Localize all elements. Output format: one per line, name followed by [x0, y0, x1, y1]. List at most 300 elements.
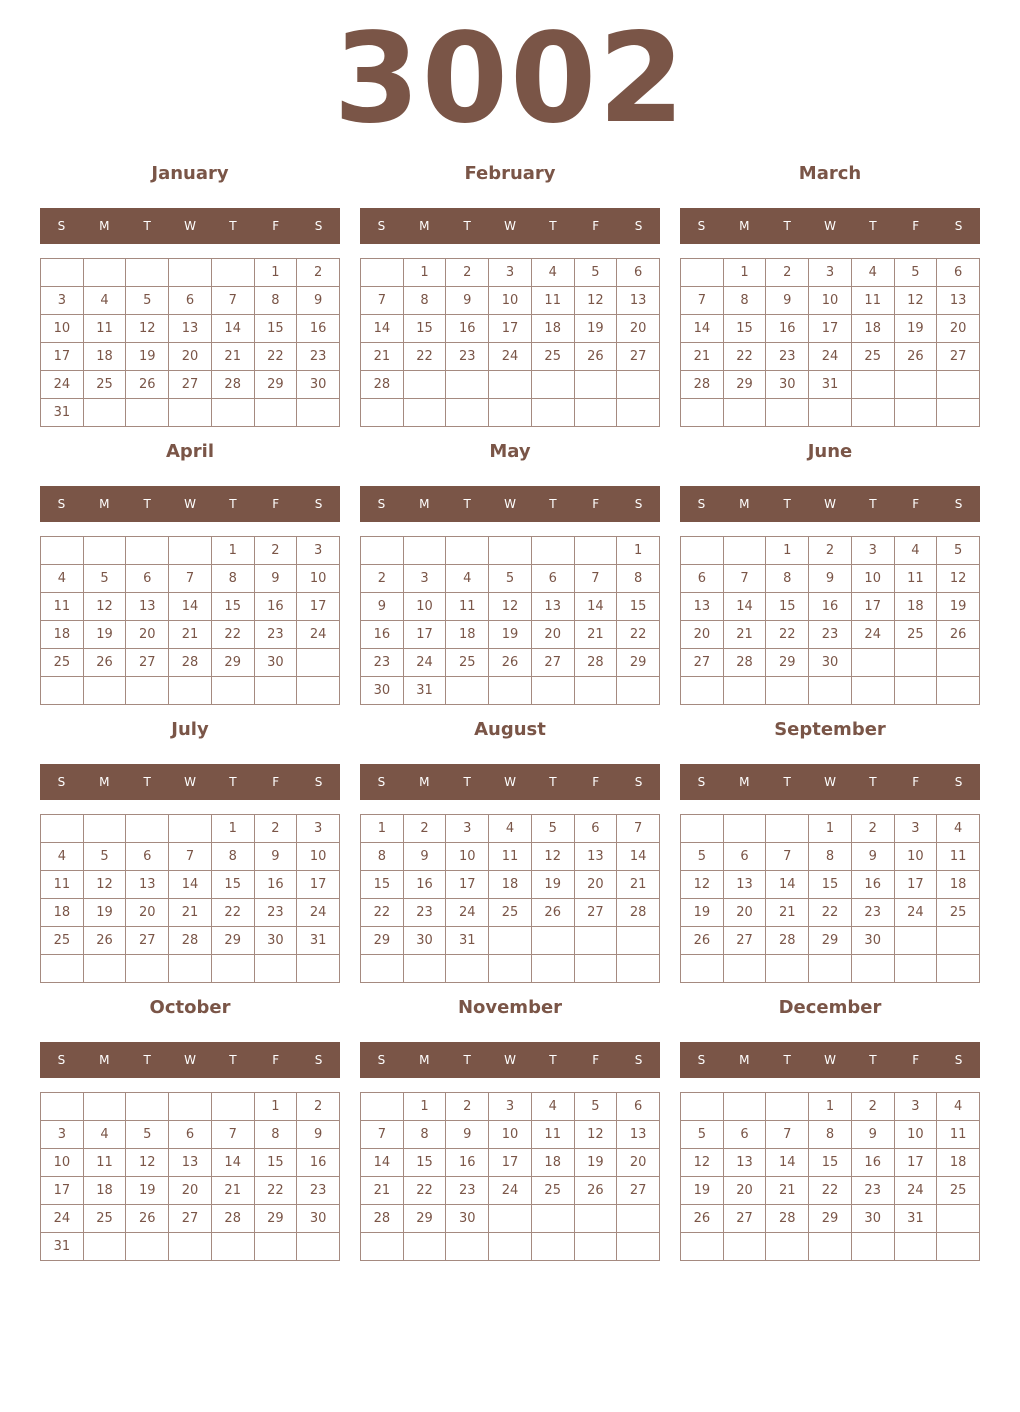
day-cell: 21: [169, 621, 212, 649]
day-cell: 21: [681, 343, 724, 371]
day-cell: 7: [212, 1121, 255, 1149]
day-cell: 14: [212, 1149, 255, 1177]
day-cell: 15: [361, 871, 404, 899]
day-cell: [169, 815, 212, 843]
day-cell: 23: [255, 621, 298, 649]
day-cell: 29: [809, 1205, 852, 1233]
day-cell: 14: [575, 593, 618, 621]
day-cell: 6: [126, 843, 169, 871]
day-cell: [169, 1233, 212, 1261]
day-cell: 17: [297, 871, 340, 899]
weekday-label: M: [419, 497, 430, 511]
day-cell: 11: [937, 843, 980, 871]
day-cell: 8: [255, 287, 298, 315]
day-cell: 2: [255, 537, 298, 565]
day-cell: 13: [575, 843, 618, 871]
day-grid: [680, 814, 980, 983]
day-cell: 18: [84, 343, 127, 371]
weekday-header: [40, 1042, 340, 1078]
day-cell: 13: [617, 287, 660, 315]
day-cell: 5: [575, 1093, 618, 1121]
day-cell: [937, 399, 980, 427]
day-cell: [724, 677, 767, 705]
weekday-label: S: [314, 775, 323, 789]
day-cell: [169, 955, 212, 983]
day-cell: 11: [937, 1121, 980, 1149]
day-cell: [575, 955, 618, 983]
weekday-label: S: [314, 497, 323, 511]
day-cell: 4: [446, 565, 489, 593]
day-cell: 21: [361, 343, 404, 371]
day-cell: 27: [617, 1177, 660, 1205]
day-cell: [212, 399, 255, 427]
day-cell: 14: [361, 1149, 404, 1177]
day-cell: [809, 955, 852, 983]
day-cell: 29: [255, 371, 298, 399]
day-cell: [809, 1233, 852, 1261]
day-cell: 29: [617, 649, 660, 677]
day-cell: 4: [937, 1093, 980, 1121]
day-cell: 22: [809, 899, 852, 927]
day-cell: [895, 927, 938, 955]
day-cell: [937, 1233, 980, 1261]
day-cell: 14: [361, 315, 404, 343]
day-cell: 3: [489, 259, 532, 287]
weekday-label: T: [463, 497, 471, 511]
day-cell: 26: [84, 927, 127, 955]
day-cell: 4: [41, 843, 84, 871]
day-cell: 20: [724, 899, 767, 927]
weekday-label: S: [314, 1053, 323, 1067]
weekday-label: W: [504, 775, 516, 789]
weekday-label: S: [954, 1053, 963, 1067]
weekday-label: M: [419, 1053, 430, 1067]
day-cell: 3: [297, 537, 340, 565]
weekday-label: T: [869, 497, 877, 511]
day-cell: [575, 537, 618, 565]
weekday-label: F: [592, 775, 600, 789]
day-cell: 17: [489, 315, 532, 343]
day-cell: 25: [41, 927, 84, 955]
day-cell: 22: [404, 343, 447, 371]
day-cell: 31: [809, 371, 852, 399]
weekday-label: S: [377, 775, 386, 789]
day-cell: 10: [446, 843, 489, 871]
day-cell: [617, 955, 660, 983]
day-cell: 27: [724, 927, 767, 955]
day-cell: 25: [937, 899, 980, 927]
day-cell: 27: [681, 649, 724, 677]
day-cell: 25: [937, 1177, 980, 1205]
month-october: [40, 990, 340, 1262]
day-cell: 23: [766, 343, 809, 371]
day-cell: 24: [297, 621, 340, 649]
weekday-label: F: [592, 1053, 600, 1067]
day-cell: [532, 537, 575, 565]
day-cell: 1: [212, 815, 255, 843]
day-cell: [766, 815, 809, 843]
day-cell: 10: [404, 593, 447, 621]
day-cell: [255, 955, 298, 983]
day-cell: [852, 399, 895, 427]
day-cell: 28: [766, 1205, 809, 1233]
day-cell: 22: [361, 899, 404, 927]
day-cell: 11: [895, 565, 938, 593]
day-cell: 6: [575, 815, 618, 843]
day-cell: 4: [852, 259, 895, 287]
day-cell: [297, 649, 340, 677]
day-cell: 30: [852, 1205, 895, 1233]
day-cell: 20: [575, 871, 618, 899]
day-cell: 13: [937, 287, 980, 315]
day-cell: [212, 955, 255, 983]
day-cell: 21: [212, 1177, 255, 1205]
day-cell: 18: [937, 871, 980, 899]
day-cell: 10: [895, 843, 938, 871]
day-cell: 11: [446, 593, 489, 621]
day-cell: [532, 677, 575, 705]
day-cell: 8: [809, 1121, 852, 1149]
day-cell: 7: [169, 843, 212, 871]
day-cell: 15: [617, 593, 660, 621]
day-cell: 29: [361, 927, 404, 955]
day-cell: 20: [937, 315, 980, 343]
day-cell: 6: [169, 1121, 212, 1149]
day-cell: 22: [809, 1177, 852, 1205]
day-cell: 6: [532, 565, 575, 593]
day-cell: 4: [937, 815, 980, 843]
day-cell: 11: [41, 871, 84, 899]
day-cell: [724, 537, 767, 565]
day-cell: 16: [852, 1149, 895, 1177]
day-cell: [575, 677, 618, 705]
day-cell: 17: [809, 315, 852, 343]
weekday-label: T: [869, 219, 877, 233]
day-cell: [766, 955, 809, 983]
weekday-label: S: [634, 497, 643, 511]
day-cell: [617, 677, 660, 705]
day-cell: 22: [724, 343, 767, 371]
weekday-label: S: [954, 219, 963, 233]
day-cell: 6: [724, 843, 767, 871]
weekday-label: F: [272, 219, 280, 233]
day-cell: [724, 815, 767, 843]
weekday-label: S: [57, 497, 66, 511]
day-cell: [532, 399, 575, 427]
day-cell: 15: [809, 871, 852, 899]
day-cell: [532, 927, 575, 955]
weekday-label: T: [229, 219, 237, 233]
day-cell: 12: [681, 871, 724, 899]
day-cell: 21: [169, 899, 212, 927]
day-cell: 20: [169, 1177, 212, 1205]
day-cell: 9: [852, 843, 895, 871]
day-cell: 18: [489, 871, 532, 899]
day-cell: 28: [681, 371, 724, 399]
day-cell: 7: [169, 565, 212, 593]
day-cell: 7: [361, 287, 404, 315]
day-cell: [41, 537, 84, 565]
day-cell: 13: [724, 1149, 767, 1177]
day-cell: 16: [361, 621, 404, 649]
weekday-label: W: [184, 775, 196, 789]
day-cell: [446, 399, 489, 427]
weekday-label: S: [57, 1053, 66, 1067]
day-cell: [255, 399, 298, 427]
weekday-label: F: [272, 497, 280, 511]
month-name: July: [171, 719, 209, 740]
day-cell: 25: [84, 1205, 127, 1233]
day-cell: 19: [84, 621, 127, 649]
day-cell: 19: [126, 1177, 169, 1205]
month-name: August: [474, 719, 546, 740]
day-cell: 2: [361, 565, 404, 593]
weekday-label: M: [739, 1053, 750, 1067]
day-cell: [489, 1205, 532, 1233]
weekday-label: S: [697, 1053, 706, 1067]
day-cell: [852, 371, 895, 399]
day-cell: 8: [212, 843, 255, 871]
day-cell: 2: [446, 1093, 489, 1121]
day-cell: 9: [297, 1121, 340, 1149]
day-cell: 22: [212, 899, 255, 927]
month-name: December: [778, 997, 882, 1018]
day-cell: [617, 1233, 660, 1261]
day-cell: 21: [361, 1177, 404, 1205]
day-cell: 14: [681, 315, 724, 343]
day-cell: [297, 955, 340, 983]
day-cell: [84, 399, 127, 427]
day-cell: 5: [681, 843, 724, 871]
day-cell: [852, 677, 895, 705]
day-cell: 20: [724, 1177, 767, 1205]
day-cell: [681, 1093, 724, 1121]
day-cell: 6: [169, 287, 212, 315]
day-cell: 10: [297, 565, 340, 593]
weekday-label: T: [549, 219, 557, 233]
day-cell: 1: [255, 1093, 298, 1121]
day-cell: [169, 1093, 212, 1121]
day-cell: [937, 677, 980, 705]
weekday-label: T: [783, 497, 791, 511]
day-grid: [680, 1092, 980, 1261]
day-cell: 18: [895, 593, 938, 621]
day-cell: [361, 1233, 404, 1261]
day-cell: 18: [532, 315, 575, 343]
day-cell: 14: [617, 843, 660, 871]
day-cell: 13: [532, 593, 575, 621]
day-grid: [40, 258, 340, 427]
weekday-label: T: [869, 1053, 877, 1067]
day-cell: 2: [852, 815, 895, 843]
day-cell: 8: [617, 565, 660, 593]
weekday-header: [40, 486, 340, 522]
day-cell: [937, 371, 980, 399]
day-cell: 16: [255, 871, 298, 899]
weekday-label: W: [824, 497, 836, 511]
weekday-label: F: [592, 219, 600, 233]
weekday-label: T: [549, 775, 557, 789]
weekday-label: F: [272, 1053, 280, 1067]
day-cell: [404, 371, 447, 399]
day-cell: 20: [532, 621, 575, 649]
day-cell: 6: [724, 1121, 767, 1149]
day-cell: 5: [84, 843, 127, 871]
day-cell: 3: [489, 1093, 532, 1121]
day-cell: [617, 371, 660, 399]
day-cell: 8: [809, 843, 852, 871]
day-cell: [84, 1233, 127, 1261]
day-cell: 13: [126, 871, 169, 899]
day-cell: 3: [41, 1121, 84, 1149]
day-cell: 11: [532, 1121, 575, 1149]
day-cell: [297, 399, 340, 427]
day-cell: [724, 1093, 767, 1121]
weekday-label: S: [697, 775, 706, 789]
day-cell: 15: [404, 315, 447, 343]
day-cell: 4: [84, 287, 127, 315]
day-cell: 10: [41, 1149, 84, 1177]
day-cell: [766, 1233, 809, 1261]
day-cell: [617, 1205, 660, 1233]
weekday-label: W: [184, 497, 196, 511]
day-cell: 2: [766, 259, 809, 287]
day-cell: [937, 927, 980, 955]
day-cell: 31: [297, 927, 340, 955]
day-cell: [41, 259, 84, 287]
day-cell: 17: [41, 1177, 84, 1205]
day-cell: [446, 1233, 489, 1261]
day-cell: 29: [809, 927, 852, 955]
day-cell: [895, 1233, 938, 1261]
day-cell: 9: [255, 565, 298, 593]
day-cell: 6: [617, 1093, 660, 1121]
day-cell: 3: [404, 565, 447, 593]
day-cell: 1: [809, 815, 852, 843]
day-cell: [895, 677, 938, 705]
weekday-label: T: [783, 219, 791, 233]
day-cell: [255, 677, 298, 705]
month-september: [680, 712, 980, 984]
day-cell: 15: [766, 593, 809, 621]
day-cell: 27: [532, 649, 575, 677]
day-cell: 1: [724, 259, 767, 287]
weekday-label: W: [184, 1053, 196, 1067]
day-cell: [212, 1233, 255, 1261]
day-cell: [724, 399, 767, 427]
weekday-label: T: [783, 1053, 791, 1067]
day-grid: [680, 258, 980, 427]
day-cell: 12: [126, 315, 169, 343]
day-cell: 9: [297, 287, 340, 315]
day-cell: 15: [212, 871, 255, 899]
day-cell: [126, 955, 169, 983]
weekday-label: W: [824, 1053, 836, 1067]
day-cell: 26: [575, 343, 618, 371]
day-cell: [724, 955, 767, 983]
weekday-label: S: [377, 497, 386, 511]
day-cell: 19: [681, 899, 724, 927]
day-cell: 16: [446, 1149, 489, 1177]
day-cell: 2: [404, 815, 447, 843]
weekday-label: S: [634, 775, 643, 789]
day-cell: 15: [255, 315, 298, 343]
day-cell: 17: [895, 1149, 938, 1177]
day-cell: 10: [809, 287, 852, 315]
day-cell: 23: [446, 1177, 489, 1205]
day-cell: 21: [724, 621, 767, 649]
day-cell: 23: [446, 343, 489, 371]
weekday-label: S: [697, 219, 706, 233]
day-cell: 6: [126, 565, 169, 593]
day-cell: [681, 537, 724, 565]
day-cell: [84, 1093, 127, 1121]
day-cell: [575, 1205, 618, 1233]
day-cell: [84, 259, 127, 287]
day-cell: 13: [169, 315, 212, 343]
day-cell: 3: [895, 815, 938, 843]
day-cell: 3: [446, 815, 489, 843]
day-cell: 19: [532, 871, 575, 899]
weekday-label: F: [592, 497, 600, 511]
day-cell: 30: [297, 371, 340, 399]
day-cell: 13: [724, 871, 767, 899]
day-cell: 2: [297, 259, 340, 287]
day-cell: 30: [446, 1205, 489, 1233]
day-cell: 6: [681, 565, 724, 593]
day-cell: [489, 955, 532, 983]
day-cell: 10: [852, 565, 895, 593]
month-name: February: [464, 163, 556, 184]
day-cell: 12: [937, 565, 980, 593]
day-cell: [532, 955, 575, 983]
day-cell: 1: [404, 259, 447, 287]
weekday-label: S: [634, 219, 643, 233]
weekday-header: [680, 486, 980, 522]
day-cell: 19: [126, 343, 169, 371]
day-cell: 16: [297, 315, 340, 343]
month-december: [680, 990, 980, 1262]
day-cell: 1: [255, 259, 298, 287]
weekday-label: W: [504, 1053, 516, 1067]
day-cell: 1: [809, 1093, 852, 1121]
day-cell: 5: [575, 259, 618, 287]
month-name: September: [774, 719, 886, 740]
day-cell: 13: [126, 593, 169, 621]
month-february: [360, 156, 660, 428]
day-grid: [40, 536, 340, 705]
day-cell: 6: [617, 259, 660, 287]
day-cell: [126, 677, 169, 705]
day-cell: [852, 955, 895, 983]
day-cell: 12: [575, 287, 618, 315]
day-cell: 31: [41, 399, 84, 427]
day-cell: [212, 677, 255, 705]
month-may: [360, 434, 660, 706]
day-cell: 7: [575, 565, 618, 593]
month-name: June: [807, 441, 853, 462]
day-cell: 26: [681, 927, 724, 955]
day-cell: 12: [681, 1149, 724, 1177]
day-cell: [404, 955, 447, 983]
day-cell: [361, 259, 404, 287]
day-cell: 28: [766, 927, 809, 955]
day-cell: 2: [852, 1093, 895, 1121]
weekday-label: M: [99, 497, 110, 511]
day-cell: 29: [724, 371, 767, 399]
day-cell: 18: [446, 621, 489, 649]
day-cell: 22: [255, 1177, 298, 1205]
